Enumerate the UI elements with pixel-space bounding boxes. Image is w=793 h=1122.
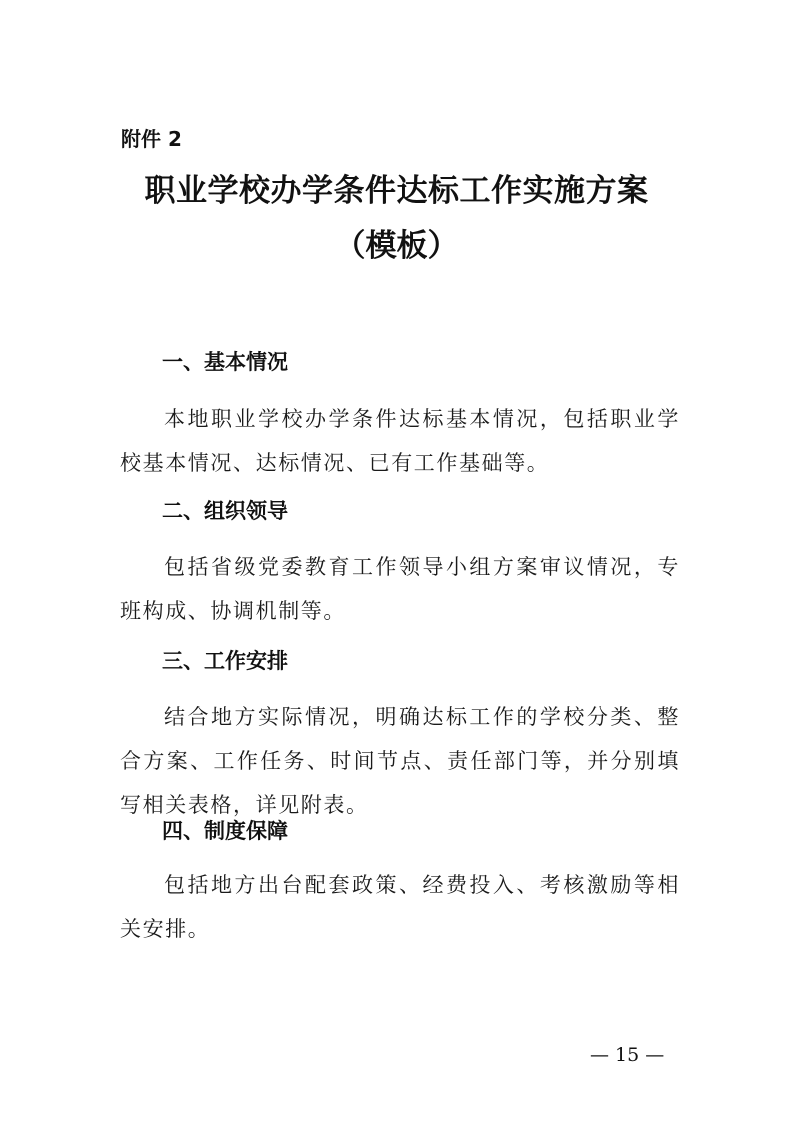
section-heading-work-arrangement: 三、工作安排 (162, 649, 288, 673)
section-body-organization: 包括省级党委教育工作领导小组方案审议情况，专班构成、协调机制等。 (120, 555, 680, 623)
attachment-label: 附件 2 (121, 127, 182, 151)
section-heading-organization: 二、组织领导 (162, 499, 288, 523)
section-heading-institutional-guarantee: 四、制度保障 (162, 819, 288, 843)
document-subtitle: （模板） (334, 228, 459, 264)
section-heading-basic-info: 一、基本情况 (162, 350, 288, 374)
section-body-institutional-guarantee: 包括地方出台配套政策、经费投入、考核激励等相关安排。 (120, 873, 680, 941)
document-title: 职业学校办学条件达标工作实施方案 (144, 173, 649, 209)
section-body-basic-info: 本地职业学校办学条件达标基本情况，包括职业学校基本情况、达标情况、已有工作基础等。 (120, 407, 680, 475)
page-number: — 15 — (590, 1044, 665, 1066)
section-body-work-arrangement: 结合地方实际情况，明确达标工作的学校分类、整合方案、工作任务、时间节点、责任部门等，并分别填写相关表格，详见附表。 (120, 705, 680, 817)
